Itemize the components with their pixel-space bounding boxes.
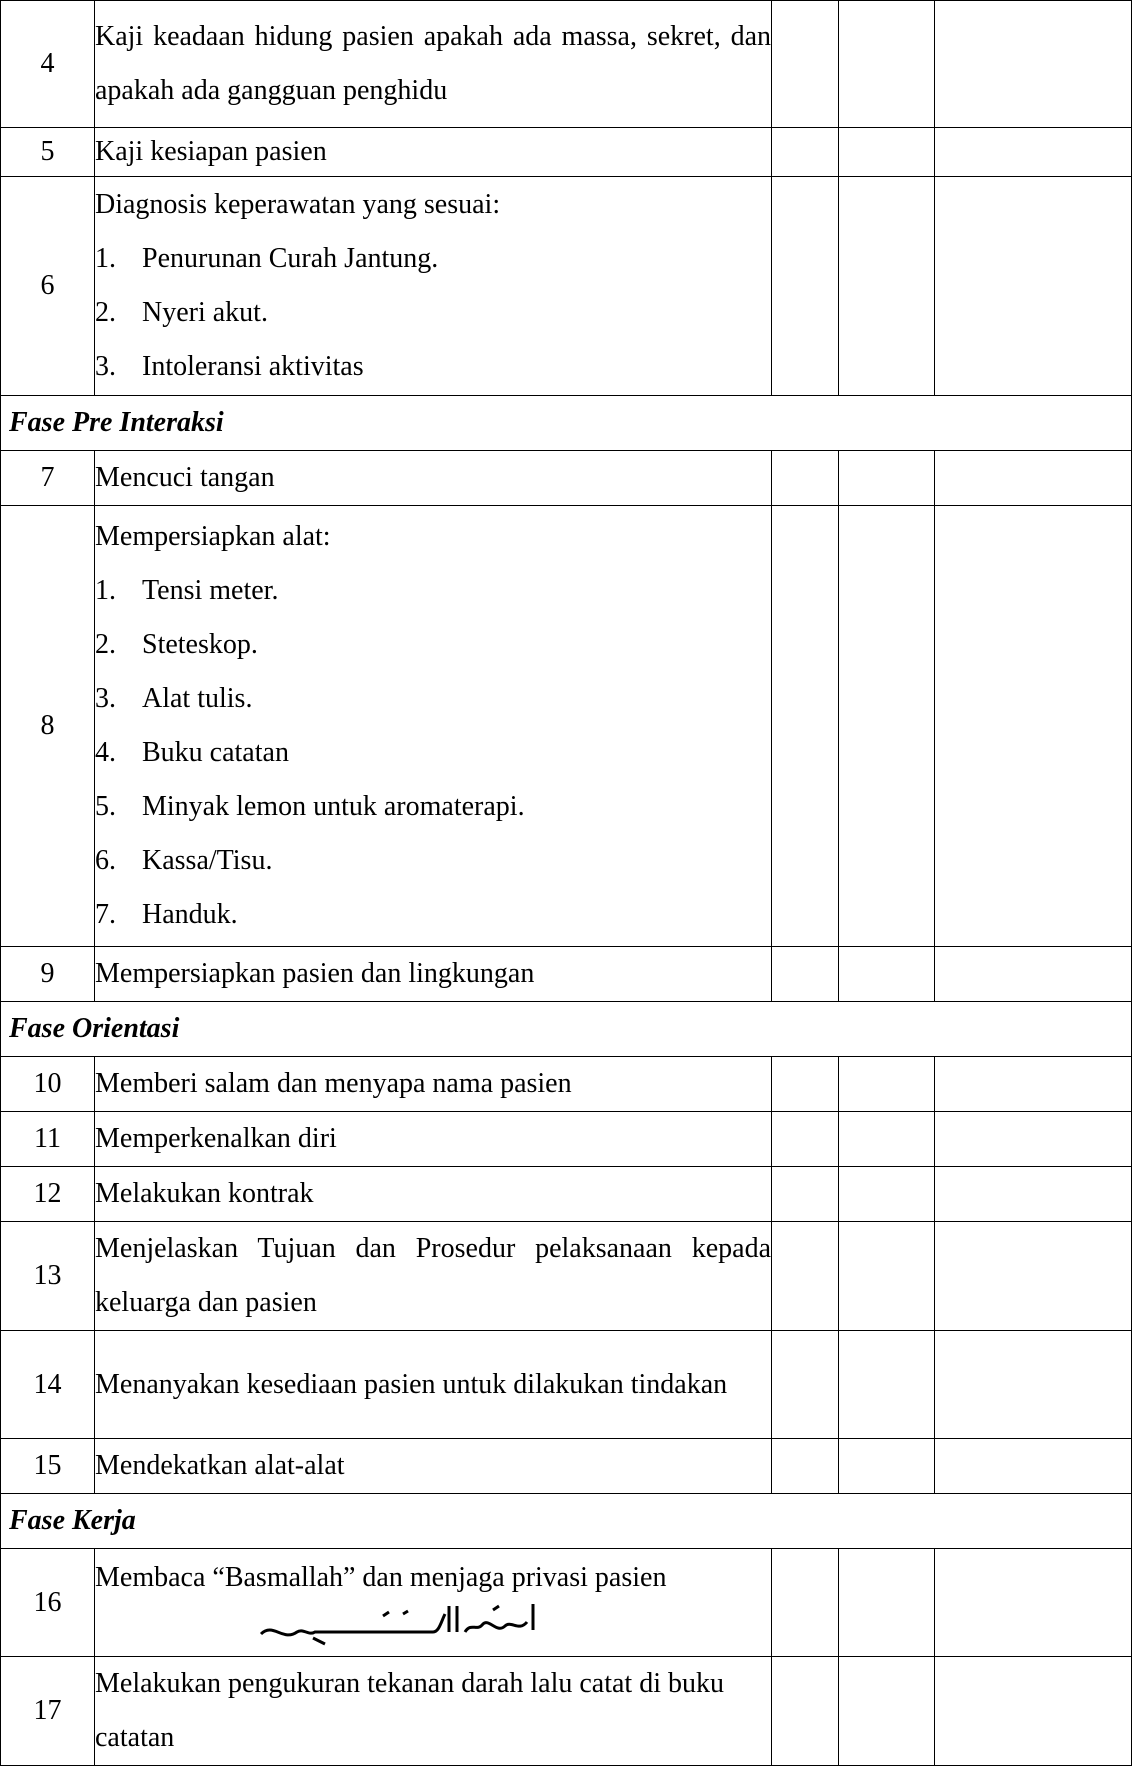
table-row [1,128,1132,177]
table-row [1,1112,1132,1167]
notes-cell[interactable] [935,1222,1132,1331]
diagnosis-list [95,232,771,394]
check-cell[interactable] [839,1439,935,1494]
row-description: Menanyakan kesediaan pasien untuk dilakukan tindakan [95,1331,772,1439]
notes-cell[interactable] [935,1112,1132,1167]
check-cell[interactable] [772,1549,839,1657]
list-item: 1. Tensi meter. [95,575,279,606]
check-cell[interactable] [839,451,935,506]
row-number: 6 [1,177,95,396]
row-description [95,506,772,947]
phase-header-row [1,396,1132,451]
row-number: 11 [1,1112,95,1167]
phase-header-row [1,1494,1132,1549]
list-item: 7. Handuk. [95,899,238,930]
row-number: 8 [1,506,95,947]
notes-cell[interactable] [935,1057,1132,1112]
row-number: 7 [1,451,95,506]
check-cell[interactable] [839,1167,935,1222]
row-description: Kaji keadaan hidung pasien apakah ada massa, sekret, dan apakah ada gangguan penghidu [95,1,772,128]
row-number: 16 [1,1549,95,1657]
row-description: Memperkenalkan diri [95,1112,772,1167]
check-cell[interactable] [839,1657,935,1766]
check-cell[interactable] [772,506,839,947]
check-cell[interactable] [772,128,839,177]
check-cell[interactable] [839,947,935,1002]
check-cell[interactable] [839,1549,935,1657]
check-cell[interactable] [839,1057,935,1112]
notes-cell[interactable] [935,1549,1132,1657]
row-number: 9 [1,947,95,1002]
notes-cell[interactable] [935,506,1132,947]
table-row [1,947,1132,1002]
phase-title: Fase Pre Interaksi [1,396,1132,451]
table-row [1,1167,1132,1222]
row-number: 4 [1,1,95,128]
phase-title: Fase Kerja [1,1494,1132,1549]
row-description [95,1549,772,1657]
notes-cell[interactable] [935,947,1132,1002]
check-cell[interactable] [839,506,935,947]
list-item: 1. Penurunan Curah Jantung. [95,243,439,274]
check-cell[interactable] [772,451,839,506]
phase-title: Fase Orientasi [1,1002,1132,1057]
notes-cell[interactable] [935,451,1132,506]
check-cell[interactable] [772,1439,839,1494]
list-item: 3. Alat tulis. [95,683,253,714]
table-row [1,1057,1132,1112]
check-cell[interactable] [772,177,839,396]
list-item: 5. Minyak lemon untuk aromaterapi. [95,791,525,822]
notes-cell[interactable] [935,1,1132,128]
list-item: 6. Kassa/Tisu. [95,845,273,876]
table-row [1,177,1132,396]
table-row [1,1439,1132,1494]
check-cell[interactable] [772,1112,839,1167]
row-number: 5 [1,128,95,177]
row-description: Mempersiapkan pasien dan lingkungan [95,947,772,1002]
row-description: Menjelaskan Tujuan dan Prosedur pelaksanaan kepada keluarga dan pasien [95,1222,772,1331]
list-heading: Diagnosis keperawatan yang sesuai: [95,189,501,220]
row-description: Mencuci tangan [95,451,772,506]
row-description: Memberi salam dan menyapa nama pasien [95,1057,772,1112]
table-row [1,451,1132,506]
table-row [1,1,1132,128]
list-item: 3. Intoleransi aktivitas [95,351,364,382]
check-cell[interactable] [839,177,935,396]
notes-cell[interactable] [935,128,1132,177]
basmallah-calligraphy [253,1592,543,1652]
list-item: 4. Buku catatan [95,737,289,768]
notes-cell[interactable] [935,1439,1132,1494]
row-number: 14 [1,1331,95,1439]
row-description [95,177,772,396]
check-cell[interactable] [772,1331,839,1439]
table-row [1,1549,1132,1657]
row-number: 17 [1,1657,95,1766]
row-number: 10 [1,1057,95,1112]
check-cell[interactable] [839,1331,935,1439]
check-cell[interactable] [772,1222,839,1331]
list-item: 2. Nyeri akut. [95,297,268,328]
check-cell[interactable] [772,947,839,1002]
table-row [1,506,1132,947]
check-cell[interactable] [839,128,935,177]
check-cell[interactable] [772,1167,839,1222]
check-cell[interactable] [839,1222,935,1331]
table-row [1,1222,1132,1331]
table-row [1,1331,1132,1439]
row-number: 15 [1,1439,95,1494]
row-number: 13 [1,1222,95,1331]
basmallah-instruction: Membaca “Basmallah” dan menjaga privasi pasien [95,1561,667,1593]
equipment-list [95,564,771,942]
row-description: Melakukan pengukuran tekanan darah lalu catat di buku catatan [95,1657,772,1766]
row-description: Melakukan kontrak [95,1167,772,1222]
notes-cell[interactable] [935,1167,1132,1222]
notes-cell[interactable] [935,177,1132,396]
row-number: 12 [1,1167,95,1222]
phase-header-row [1,1002,1132,1057]
list-item: 2. Steteskop. [95,629,258,660]
table-row [1,1657,1132,1766]
check-cell[interactable] [839,1,935,128]
check-cell[interactable] [772,1057,839,1112]
row-description: Kaji kesiapan pasien [95,128,772,177]
check-cell[interactable] [839,1112,935,1167]
notes-cell[interactable] [935,1331,1132,1439]
list-heading: Mempersiapkan alat: [95,521,331,552]
row-description: Mendekatkan alat-alat [95,1439,772,1494]
check-cell[interactable] [772,1657,839,1766]
notes-cell[interactable] [935,1657,1132,1766]
check-cell[interactable] [772,1,839,128]
